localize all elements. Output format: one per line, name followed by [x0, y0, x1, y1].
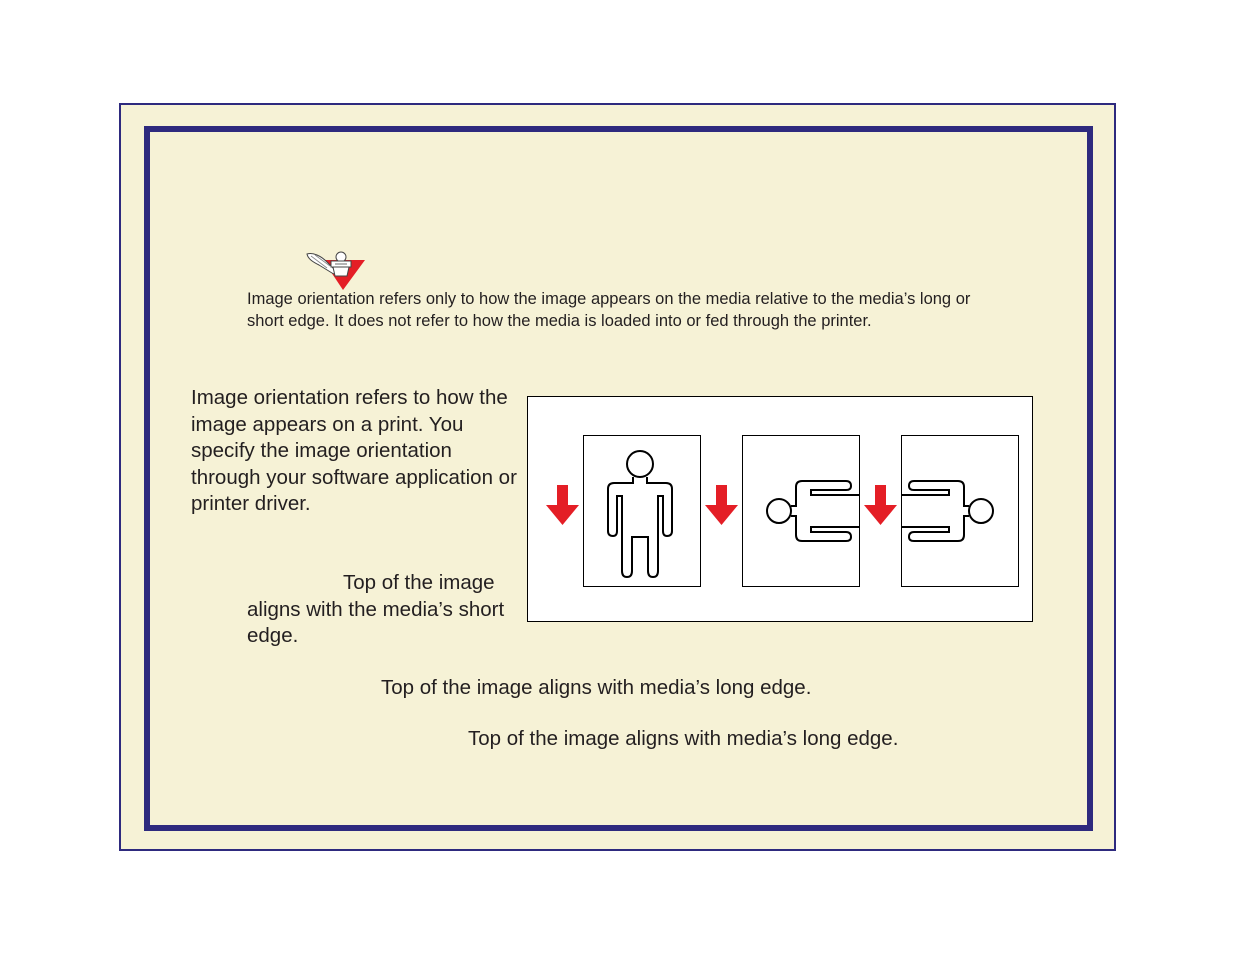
orientation-diagram	[527, 396, 1033, 622]
note-hand-icon	[305, 250, 367, 292]
portrait-caption-rest: aligns with the media’s short edge.	[247, 597, 505, 647]
landscape-caption-2: Top of the image aligns with media’s long edge.	[468, 727, 899, 750]
portrait-caption	[247, 570, 509, 650]
intro-paragraph: Image orientation refers to how the image appears on a print. You specify the image orientation through your software application or printer driver.	[191, 386, 517, 515]
portrait-caption-lead: Top of the image	[343, 571, 495, 594]
down-arrow-icon	[705, 485, 738, 525]
portrait-panel	[584, 436, 701, 587]
landscape-panel-1	[743, 436, 860, 587]
landscape-panel-2	[902, 436, 1019, 587]
note-text: Image orientation refers only to how the image appears on the media relative to the media’s long or short edge. It does not refer to how the media is loaded into or fed through the printer.	[247, 290, 971, 330]
down-arrow-icon	[864, 485, 897, 525]
down-arrow-icon	[546, 485, 579, 525]
landscape-caption-1: Top of the image aligns with media’s long edge.	[381, 676, 812, 699]
